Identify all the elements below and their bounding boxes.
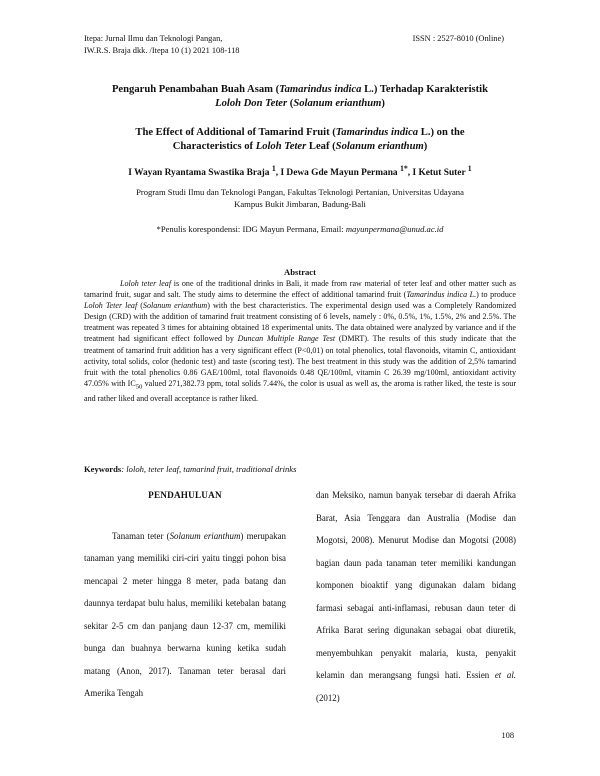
body-column-left	[84, 484, 286, 705]
affiliation: Program Studi Ilmu dan Teknologi Pangan, Fakultas Teknologi Pertanian, Universitas Udayana Kampus Bukit Jimbaran, Badung-Bali	[136, 187, 464, 209]
issn-label: ISSN : 2527-8010 (Online)	[412, 34, 504, 43]
abstract-body: Loloh teter leaf is one of the traditional drinks in Bali, it made from raw material of teter leaf and other matter such as tamarind fruit, sugar and salt. The study aims to determine the effect of additional tamarind fruit (Tamarindus indica L.) to produce Loloh Teter leaf (Solanum erianthum) with the best characteristics. The experimental design used was a Completely Randomized Design (CRD) with the addition of tamarind fruit treatment consisting of 6 levels, namely : 0%, 0.5%, 1%, 1.5%, 2% and 2.5%. The treatment was repeated 3 times for abtaining obtained 18 experimental units. The data obtained were analyzed by variance and if the treatment had significant effect followed by Duncan Multiple Range Test (DMRT). The results of this study indicate that the treatment of tamarind fruit addition has a very significant effect (P<0,01) on total phenolics, total flavonoids, vitamin C, antioxidant activity, total solids, color (hedonic test) and taste (scoring test). The best treatment in this study was the addition of 2,5% tamarind fruit with the total phenolics 0.86 GAE/100ml, total flavonoids 0.48 QE/100ml, vitamin C 26.39 mg/100ml, antioxidant activity 47.05% with $IC_{50}$ valued 271,382.73 ppm, total solids 7.44%, the color is usual as well as, the aroma is rather liked, the teste is sour and rather liked and overall acceptance is rather liked.	[84, 279, 517, 403]
journal-header	[84, 33, 239, 57]
body-column-right	[316, 484, 516, 709]
abstract-heading: Abstract	[284, 267, 316, 277]
article-citation: IW.R.S. Braja dkk. /Itepa 10 (1) 2021 108-118	[84, 46, 240, 55]
journal-name: Itepa: Jurnal Ilmu dan Teknologi Pangan,	[84, 34, 223, 43]
email-link[interactable]: mayunpermana@unud.ac.id	[345, 224, 444, 234]
title-indonesian: Pengaruh Penambahan Buah Asam (Tamarindus indica L.) Terhadap Karakteristik Loloh Don Teter (Solanum erianthum)	[111, 84, 489, 109]
section-title: PENDAHULUAN	[148, 490, 222, 500]
page-number: 108	[501, 731, 514, 740]
intro-paragraph-continued: dan Meksiko, namun banyak tersebar di daerah Afrika Barat, Asia Tenggara dan Australia (Modise dan Mogotsi, 2008). Menurut Modise dan Mogotsi (2008) bagian daun pada tanaman teter memiliki kandungan komponen bioaktif yang digunakan dalam bidang farmasi sebagai anti-inflamasi, rebusan daun teter di Afrika Barat sering digunakan sebagai obat diuretik, menyembuhkan penyakit malaria, kusta, penyakit kelamin dan merangsang fungsi hati. Essien et al. (2012)	[316, 490, 517, 703]
title-english: The Effect of Additional of Tamarind Fruit (Tamarindus indica L.) on the Characteristics of Loloh Teter Leaf (Solanum erianthum)	[135, 127, 465, 152]
author-list: I Wayan Ryantama Swastika Braja $^1$, I Dewa Gde Mayun Permana $^{1*}$, I Ketut Suter $^1$	[128, 164, 472, 179]
keywords: Keywords: loloh, teter leaf, tamarind fruit, traditional drinks	[84, 464, 297, 474]
correspondence: *Penulis korespondensi: IDG Mayun Permana, Email: mayunpermana@unud.ac.id	[156, 224, 444, 234]
intro-paragraph: Tanaman teter (Solanum erianthum) merupakan tanaman yang memiliki ciri-ciri yaitu tinggi pohon bisa mencapai 2 meter hingga 8 meter, pada batang dan daunnya terdapat bulu halus, memiliki ketebalan batang sekitar 2-5 cm dan panjang daun 12-37 cm, memiliki bunga dan buahnya berwarna kuning ketika sudah matang (Anon, 2017). Tanaman teter berasal dari Amerika Tengah	[84, 530, 286, 698]
